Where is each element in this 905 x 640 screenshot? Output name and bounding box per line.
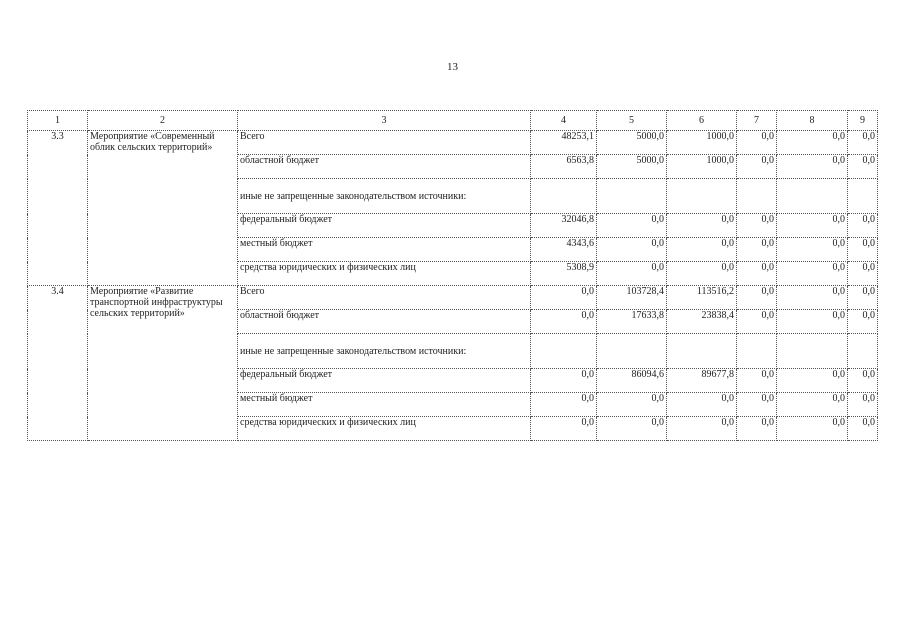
funding-source: средства юридических и физических лиц (238, 417, 531, 441)
table-row (28, 131, 878, 155)
column-header: 6 (667, 111, 737, 131)
value-cell: 0,0 (531, 417, 597, 441)
value-cell: 0,0 (597, 393, 667, 417)
table-row (28, 286, 878, 310)
value-cell: 0,0 (597, 238, 667, 262)
value-cell: 0,0 (777, 286, 848, 310)
value-cell: 0,0 (737, 262, 777, 286)
value-cell: 0,0 (777, 238, 848, 262)
value-cell: 0,0 (777, 131, 848, 155)
value-cell: 0,0 (848, 369, 878, 393)
value-cell: 17633,8 (597, 310, 667, 334)
column-header: 1 (28, 111, 88, 131)
value-cell: 0,0 (737, 131, 777, 155)
value-cell: 23838,4 (667, 310, 737, 334)
value-cell (848, 334, 878, 369)
value-cell: 4343,6 (531, 238, 597, 262)
value-cell (737, 179, 777, 214)
value-cell: 0,0 (777, 155, 848, 179)
value-cell: 86094,6 (597, 369, 667, 393)
column-header: 8 (777, 111, 848, 131)
column-header: 7 (737, 111, 777, 131)
value-cell: 1000,0 (667, 155, 737, 179)
activity-code: 3.4 (28, 286, 88, 441)
value-cell: 0,0 (597, 262, 667, 286)
value-cell: 0,0 (737, 238, 777, 262)
activity-name: Мероприятие «Развитие транспортной инфраструктуры сельских территорий» (88, 286, 238, 441)
value-cell (737, 334, 777, 369)
page-number: 13 (447, 61, 458, 73)
value-cell: 0,0 (777, 393, 848, 417)
value-cell: 1000,0 (667, 131, 737, 155)
value-cell: 0,0 (777, 369, 848, 393)
value-cell (667, 334, 737, 369)
value-cell: 0,0 (531, 310, 597, 334)
budget-table (27, 110, 878, 441)
value-cell: 0,0 (597, 214, 667, 238)
value-cell: 0,0 (848, 238, 878, 262)
value-cell: 0,0 (737, 214, 777, 238)
value-cell: 32046,8 (531, 214, 597, 238)
column-header: 9 (848, 111, 878, 131)
value-cell: 113516,2 (667, 286, 737, 310)
value-cell: 5308,9 (531, 262, 597, 286)
funding-source: областной бюджет (238, 155, 531, 179)
value-cell (597, 334, 667, 369)
value-cell (531, 334, 597, 369)
value-cell: 0,0 (531, 369, 597, 393)
value-cell: 0,0 (777, 417, 848, 441)
funding-source: Всего (238, 286, 531, 310)
activity-name: Мероприятие «Современный облик сельских территорий» (88, 131, 238, 286)
value-cell: 0,0 (848, 131, 878, 155)
value-cell: 0,0 (667, 417, 737, 441)
value-cell: 0,0 (848, 214, 878, 238)
value-cell: 0,0 (531, 286, 597, 310)
header-row (28, 111, 878, 131)
column-header: 2 (88, 111, 238, 131)
value-cell: 103728,4 (597, 286, 667, 310)
value-cell: 0,0 (777, 262, 848, 286)
value-cell: 0,0 (848, 262, 878, 286)
column-header: 5 (597, 111, 667, 131)
value-cell: 5000,0 (597, 155, 667, 179)
value-cell: 0,0 (667, 238, 737, 262)
funding-source: иные не запрещенные законодательством источники: (238, 334, 531, 369)
value-cell (597, 179, 667, 214)
funding-source: местный бюджет (238, 393, 531, 417)
value-cell: 0,0 (848, 417, 878, 441)
value-cell: 48253,1 (531, 131, 597, 155)
value-cell (777, 179, 848, 214)
value-cell (777, 334, 848, 369)
value-cell (667, 179, 737, 214)
value-cell: 0,0 (737, 155, 777, 179)
funding-source: Всего (238, 131, 531, 155)
value-cell: 0,0 (737, 393, 777, 417)
value-cell: 0,0 (737, 310, 777, 334)
value-cell: 0,0 (597, 417, 667, 441)
value-cell: 0,0 (531, 393, 597, 417)
column-header: 3 (238, 111, 531, 131)
value-cell: 6563,8 (531, 155, 597, 179)
value-cell: 0,0 (848, 155, 878, 179)
value-cell: 0,0 (667, 393, 737, 417)
value-cell (531, 179, 597, 214)
value-cell: 0,0 (848, 393, 878, 417)
value-cell: 0,0 (737, 417, 777, 441)
funding-source: средства юридических и физических лиц (238, 262, 531, 286)
funding-source: иные не запрещенные законодательством источники: (238, 179, 531, 214)
funding-source: местный бюджет (238, 238, 531, 262)
value-cell (848, 179, 878, 214)
value-cell: 89677,8 (667, 369, 737, 393)
value-cell: 0,0 (848, 286, 878, 310)
funding-source: областной бюджет (238, 310, 531, 334)
funding-source: федеральный бюджет (238, 369, 531, 393)
funding-source: федеральный бюджет (238, 214, 531, 238)
value-cell: 0,0 (777, 310, 848, 334)
column-header: 4 (531, 111, 597, 131)
value-cell: 0,0 (737, 369, 777, 393)
value-cell: 0,0 (667, 262, 737, 286)
value-cell: 0,0 (667, 214, 737, 238)
value-cell: 0,0 (777, 214, 848, 238)
activity-code: 3.3 (28, 131, 88, 286)
value-cell: 0,0 (848, 310, 878, 334)
value-cell: 5000,0 (597, 131, 667, 155)
value-cell: 0,0 (737, 286, 777, 310)
